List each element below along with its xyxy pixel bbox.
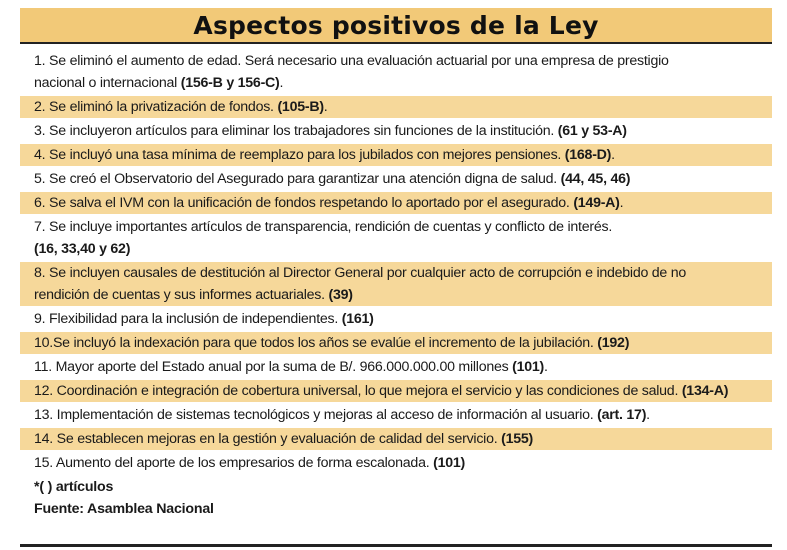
list-item-line: 1. Se eliminó el aumento de edad. Será necesario una evaluación actuarial por una empresa de prestigio (34, 53, 669, 69)
article-reference: (149-A) (573, 195, 620, 211)
list-item-text (34, 120, 772, 142)
list-item-text (34, 380, 772, 402)
list-item-text (34, 332, 772, 354)
list-item-line: 7. Se incluye importantes artículos de transparencia, rendición de cuentas y conflicto de interés. (34, 219, 613, 235)
list-item-text (34, 168, 772, 190)
list-item-line: 5. Se creó el Observatorio del Asegurado para garantizar una atención digna de salud. (34, 171, 561, 187)
list-item-text (34, 452, 772, 474)
list-item-line: 14. Se establecen mejoras en la gestión y evaluación de calidad del servicio. (34, 431, 502, 447)
list-item (20, 308, 772, 330)
list-item (20, 168, 772, 190)
article-reference: (61 y 53-A) (557, 123, 627, 139)
list-item-text (34, 216, 772, 238)
list-item (20, 428, 772, 450)
list-item-line: 2. Se eliminó la privatización de fondos. (34, 99, 278, 115)
list-item-text (34, 238, 772, 260)
list-item-line: 11. Mayor aporte del Estado anual por la suma de B/. 966.000.000.00 millones (34, 359, 513, 375)
list-item-text (34, 262, 772, 284)
list-item-suffix: . (323, 99, 328, 115)
article-reference: (101) (512, 359, 545, 375)
list-item-text (34, 50, 772, 72)
bottom-divider (20, 544, 772, 547)
list-item-suffix: . (544, 359, 548, 375)
source-credit: Fuente: Asamblea Nacional (34, 501, 214, 517)
article-reference: (134-A) (681, 383, 729, 399)
list-item-line: 12. Coordinación e integración de cobertura universal, lo que mejora el servicio y las condiciones de salud. (34, 383, 682, 399)
list-item-text (34, 192, 772, 214)
list-item-suffix: . (279, 75, 284, 91)
list-item (20, 50, 772, 94)
page-title: Aspectos positivos de la Ley (193, 10, 599, 40)
footnote: *( ) artículos (34, 479, 114, 495)
list-item-text (34, 308, 772, 330)
list-item (20, 96, 772, 118)
list-item-line: 15. Aumento del aporte de los empresarios de forma escalonada. (34, 455, 434, 471)
list-item-suffix: . (611, 147, 615, 163)
list-item (20, 216, 772, 260)
list-item (20, 404, 772, 426)
list-item (20, 356, 772, 378)
top-divider (20, 42, 772, 44)
list-item-line: 10.Se incluyó la indexación para que todos los años se evalúe el incremento de la jubilación. (34, 335, 598, 351)
article-reference: (161) (341, 311, 374, 327)
article-reference: (44, 45, 46) (560, 171, 631, 187)
list-item-line: 6. Se salva el IVM con la unificación de fondos respetando lo aportado por el asegurado. (34, 195, 574, 211)
list-item-text (34, 404, 772, 426)
article-reference: (art. 17) (597, 407, 647, 423)
article-reference: (168-D) (564, 147, 612, 163)
positive-aspects-list (20, 50, 772, 520)
list-item-suffix: . (646, 407, 650, 423)
list-item-text (34, 144, 772, 166)
article-reference: (16, 33,40 y 62) (34, 241, 131, 257)
article-reference: (155) (501, 431, 533, 447)
list-item-text (34, 72, 772, 94)
list-item-line: nacional o internacional (34, 75, 181, 91)
list-item (20, 452, 772, 474)
list-item (20, 192, 772, 214)
article-reference: (192) (597, 335, 630, 351)
article-reference: (105-B) (277, 99, 324, 115)
list-item-line: 9. Flexibilidad para la inclusión de independientes. (34, 311, 342, 327)
list-item-line: rendición de cuentas y sus informes actuariales. (34, 287, 329, 303)
list-item-text (34, 96, 772, 118)
list-item-text (34, 356, 772, 378)
article-reference: (156-B y 156-C) (180, 75, 280, 91)
list-item-text (34, 428, 772, 450)
list-item-text (34, 284, 772, 306)
list-item-line: 13. Implementación de sistemas tecnológicos y mejoras al acceso de información al usuario. (34, 407, 598, 423)
list-item-suffix: . (619, 195, 624, 211)
list-item-line: 8. Se incluyen causales de destitución al Director General por cualquier acto de corrupción e indebido de no (34, 265, 687, 281)
list-item-line: 3. Se incluyeron artículos para eliminar los trabajadores sin funciones de la institución. (34, 123, 558, 139)
list-item (20, 120, 772, 142)
list-item (20, 332, 772, 354)
title-bar (20, 8, 772, 42)
list-item (20, 144, 772, 166)
list-item (20, 262, 772, 306)
list-item-line: 4. Se incluyó una tasa mínima de reemplazo para los jubilados con mejores pensiones. (34, 147, 565, 163)
article-reference: (101) (433, 455, 465, 471)
list-item (20, 380, 772, 402)
article-reference: (39) (328, 287, 353, 303)
